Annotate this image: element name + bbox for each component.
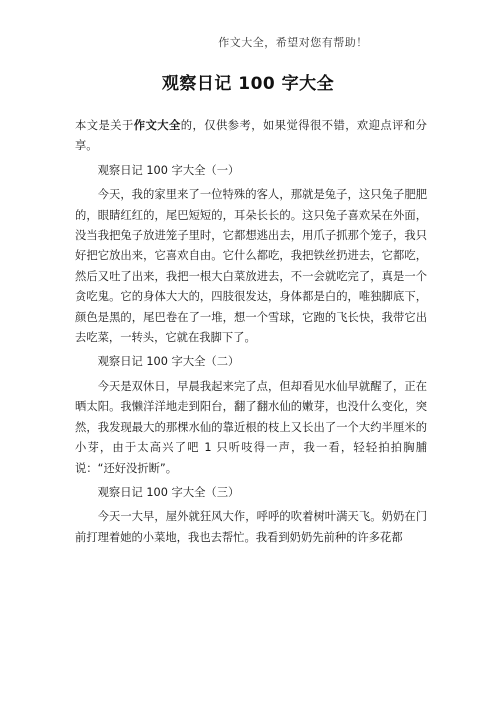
intro-paragraph <box>75 116 427 157</box>
section-body-3: 今天一大早，屋外就狂风大作，呼呼的吹着树叶满天飞。奶奶在门前打理着她的小菜地，我也去帮忙。我看到奶奶先前种的许多花都 <box>75 510 427 544</box>
section-body-2: 今天是双休日，早晨我起来完了点，但却看见水仙早就醒了，正在晒太阳。我懒洋洋地走到阳台，翻了翻水仙的嫩芽，也没什么变化，突然，我发现最大的那棵水仙的靠近根的枝上又长出了一个大约半厘米的小芽，由于太高兴了吧 1 只听吱得一声，我一看，轻轻拍拍胸脯说：“还好没折断”。 <box>75 379 427 475</box>
section-heading-2: 观察日记 100 字大全（二） <box>97 355 240 369</box>
section-body-1: 今天，我的家里来了一位特殊的客人，那就是兔子，这只兔子肥肥的，眼睛红红的，尾巴短短的，耳朵长长的。这只兔子喜欢呆在外面，没当我把兔子放进笼子里时，它都想逃出去，用爪子抓那个笼子，我只好把它放出来，它喜欢自由。它什么都吃，我把铁丝扔进去，它都吃，然后又吐了出来，我把一根大白菜放进去，不一会就吃完了，真是一个贪吃鬼。它的身体大大的，四肢很发达，身体都是白的，唯独脚底下，颜色是黑的，尾巴卷在了一堆，想一个雪球，它跑的飞长快，我带它出去吃菜，一转头，它就在我脚下了。 <box>75 188 427 345</box>
section-heading-3: 观察日记 100 字大全（三） <box>97 485 240 499</box>
document-title: 观察日记 100 字大全 <box>161 74 335 94</box>
section-heading-1: 观察日记 100 字大全（一） <box>97 163 240 177</box>
intro-bold-keyword: 作文大全 <box>133 119 181 132</box>
header-note: 作文大全，希望对您有帮助！ <box>218 36 368 49</box>
document-body <box>75 116 427 552</box>
intro-text-after: 的，仅供参考，如果觉得很不错，欢迎点评和分享。 <box>75 119 427 153</box>
intro-text-before: 本文是关于 <box>75 119 134 132</box>
